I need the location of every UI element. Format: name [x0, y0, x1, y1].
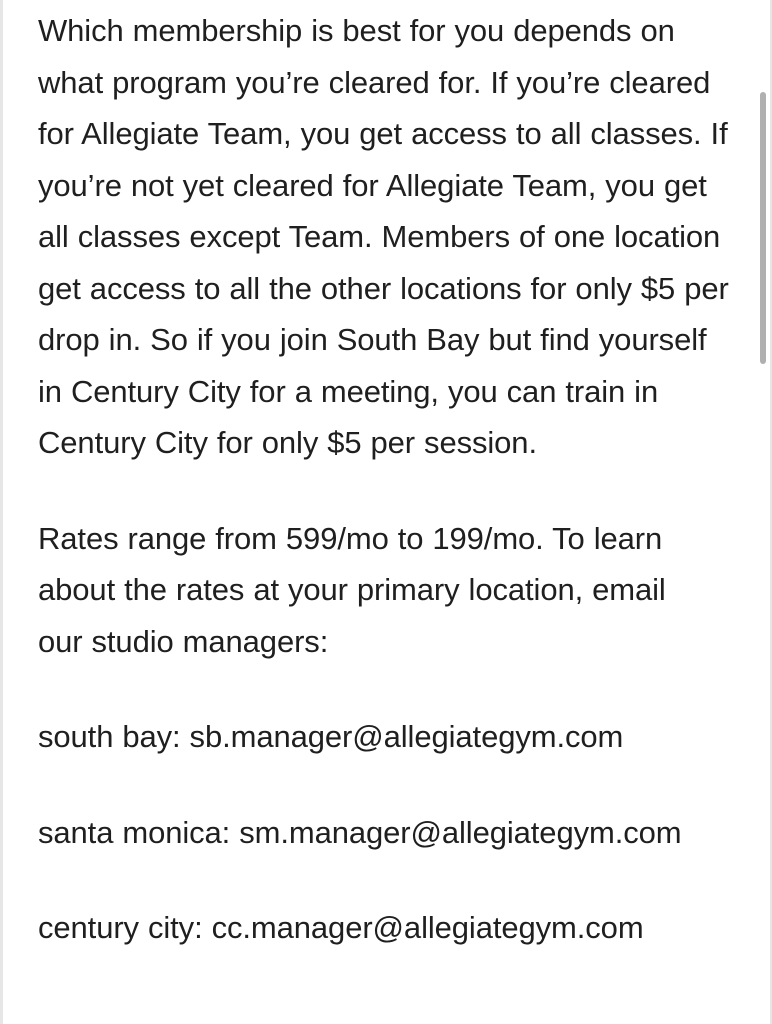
paragraph-rates-info: Rates range from 599/mo to 199/mo. To learn about the rates at your primary location, email our studio managers: [38, 520, 666, 659]
paragraph-santa-monica-email: santa monica: sm.manager@allegiategym.com [38, 814, 682, 850]
page-left-edge [0, 0, 3, 1024]
vertical-scrollbar-thumb[interactable] [760, 92, 766, 364]
document-content [38, 0, 738, 954]
paragraph-membership-info: Which membership is best for you depends on what program you’re cleared for. If you’re cleared for Allegiate Team, you get access to all classes. If you’re not yet cleared for Allegiate Team, you get all classes except Team. Members of one location get access to all the other locations for only $5 per drop in. So if you join South Bay but find yourself in Century City for a meeting, you can train in Century City for only $5 per session. [38, 13, 729, 460]
paragraph-south-bay-email: south bay: sb.manager@allegiategym.com [38, 719, 624, 754]
vertical-scrollbar-track[interactable] [763, 0, 769, 1024]
paragraph-century-city-email: century city: cc.manager@allegiategym.com [38, 910, 644, 945]
